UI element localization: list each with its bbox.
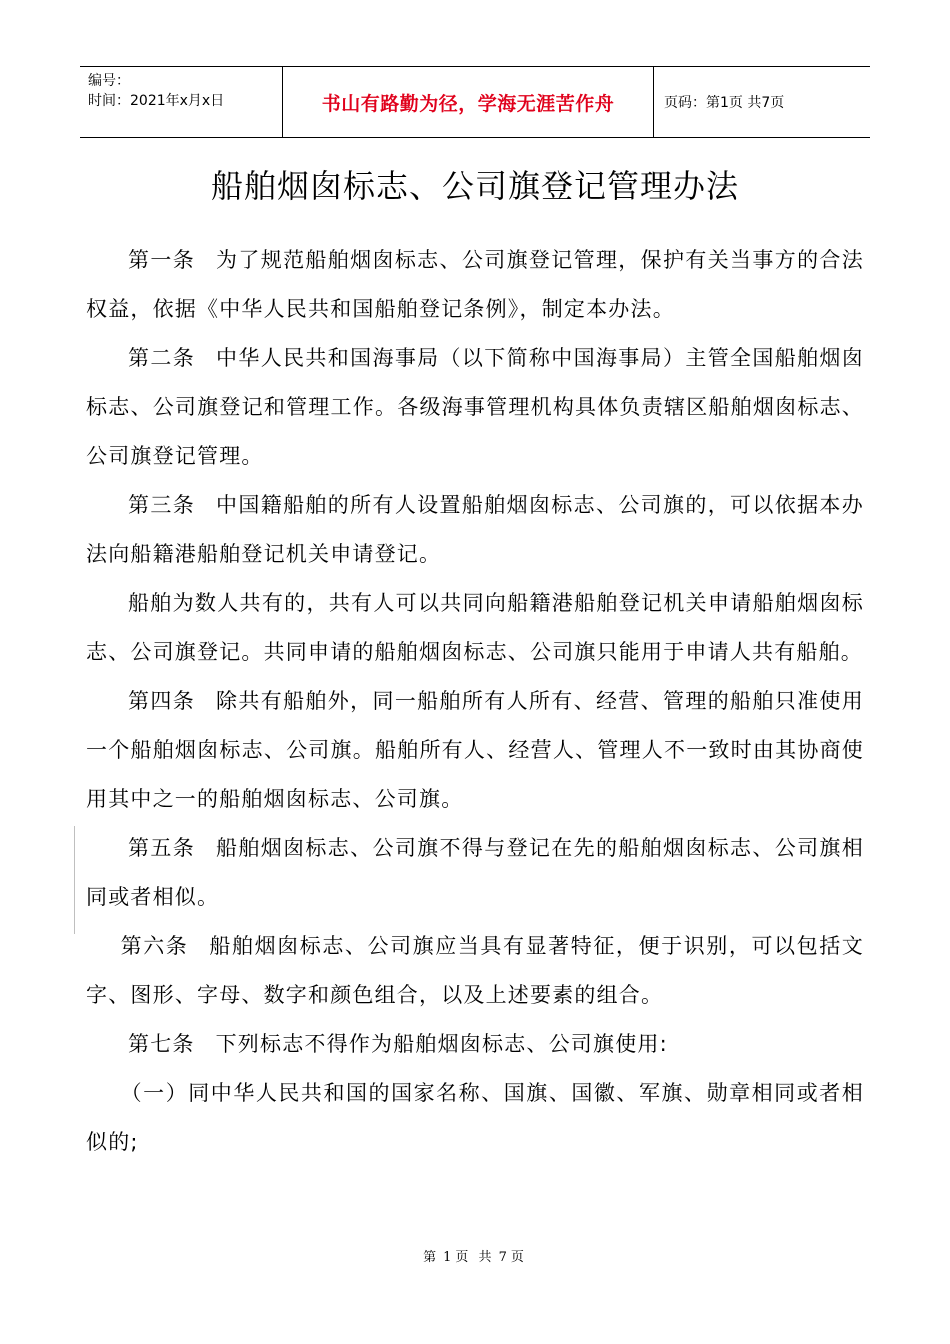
article-text: 中华人民共和国海事局（以下简称中国海事局）主管全国船舶烟囱标志、公司旗登记和管理工作。各级海事管理机构具体负责辖区船舶烟囱标志、公司旗登记管理。	[86, 346, 864, 468]
article-2	[86, 334, 864, 481]
article-number: 第四条	[128, 689, 196, 713]
footer-prefix: 第	[423, 1250, 440, 1265]
article-3-continued	[86, 579, 864, 677]
article-text: 船舶为数人共有的，共有人可以共同向船籍港船舶登记机关申请船舶烟囱标志、公司旗登记。共同申请的船舶烟囱标志、公司旗只能用于申请人共有船舶。	[86, 591, 864, 664]
page-footer	[0, 1246, 950, 1265]
article-text: 船舶烟囱标志、公司旗不得与登记在先的船舶烟囱标志、公司旗相同或者相似。	[86, 836, 864, 909]
footer-suffix: 页	[510, 1250, 527, 1265]
article-1	[86, 236, 864, 334]
article-7-item-1	[86, 1069, 864, 1167]
margin-line	[74, 826, 75, 934]
article-6	[86, 922, 864, 1020]
document-title: 船舶烟囱标志、公司旗登记管理办法	[210, 167, 739, 205]
article-number: 第一条	[128, 248, 196, 272]
article-number: 第五条	[128, 836, 196, 860]
article-5	[86, 824, 864, 922]
header-meta	[80, 67, 282, 137]
footer-middle: 页 共	[455, 1250, 495, 1265]
article-7	[86, 1020, 864, 1069]
document-header	[80, 66, 870, 138]
header-page-info: 页码：第1页 共7页	[664, 95, 785, 111]
article-text: 为了规范船舶烟囱标志、公司旗登记管理，保护有关当事方的合法权益，依据《中华人民共和国船舶登记条例》，制定本办法。	[86, 248, 864, 321]
number-label: 编号：	[88, 73, 130, 89]
article-4	[86, 677, 864, 824]
article-text: 下列标志不得作为船舶烟囱标志、公司旗使用:	[215, 1032, 668, 1056]
article-text: 除共有船舶外，同一船舶所有人所有、经营、管理的船舶只准使用一个船舶烟囱标志、公司旗。船舶所有人、经营人、管理人不一致时由其协商使用其中之一的船舶烟囱标志、公司旗。	[86, 689, 864, 811]
article-number: 第六条	[120, 934, 189, 958]
header-motto: 书山有路勤为径，学海无涯苦作舟	[282, 67, 654, 137]
article-text: 中国籍船舶的所有人设置船舶烟囱标志、公司旗的，可以依据本办法向船籍港船舶登记机关申请登记。	[86, 493, 864, 566]
article-number: 第七条	[128, 1032, 195, 1056]
article-text: 船舶烟囱标志、公司旗应当具有显著特征，便于识别，可以包括文字、图形、字母、数字和颜色组合，以及上述要素的组合。	[86, 934, 864, 1007]
footer-total-pages: 7	[498, 1250, 507, 1265]
article-3	[86, 481, 864, 579]
article-number: 第二条	[128, 346, 196, 370]
article-number: 第三条	[128, 493, 196, 517]
footer-page-number: 1	[443, 1250, 452, 1265]
article-text: （一）同中华人民共和国的国家名称、国旗、国徽、军旗、勋章相同或者相似的;	[86, 1081, 864, 1154]
document-body	[86, 236, 864, 1167]
date-line: 时间：2021年x月x日	[88, 93, 225, 109]
